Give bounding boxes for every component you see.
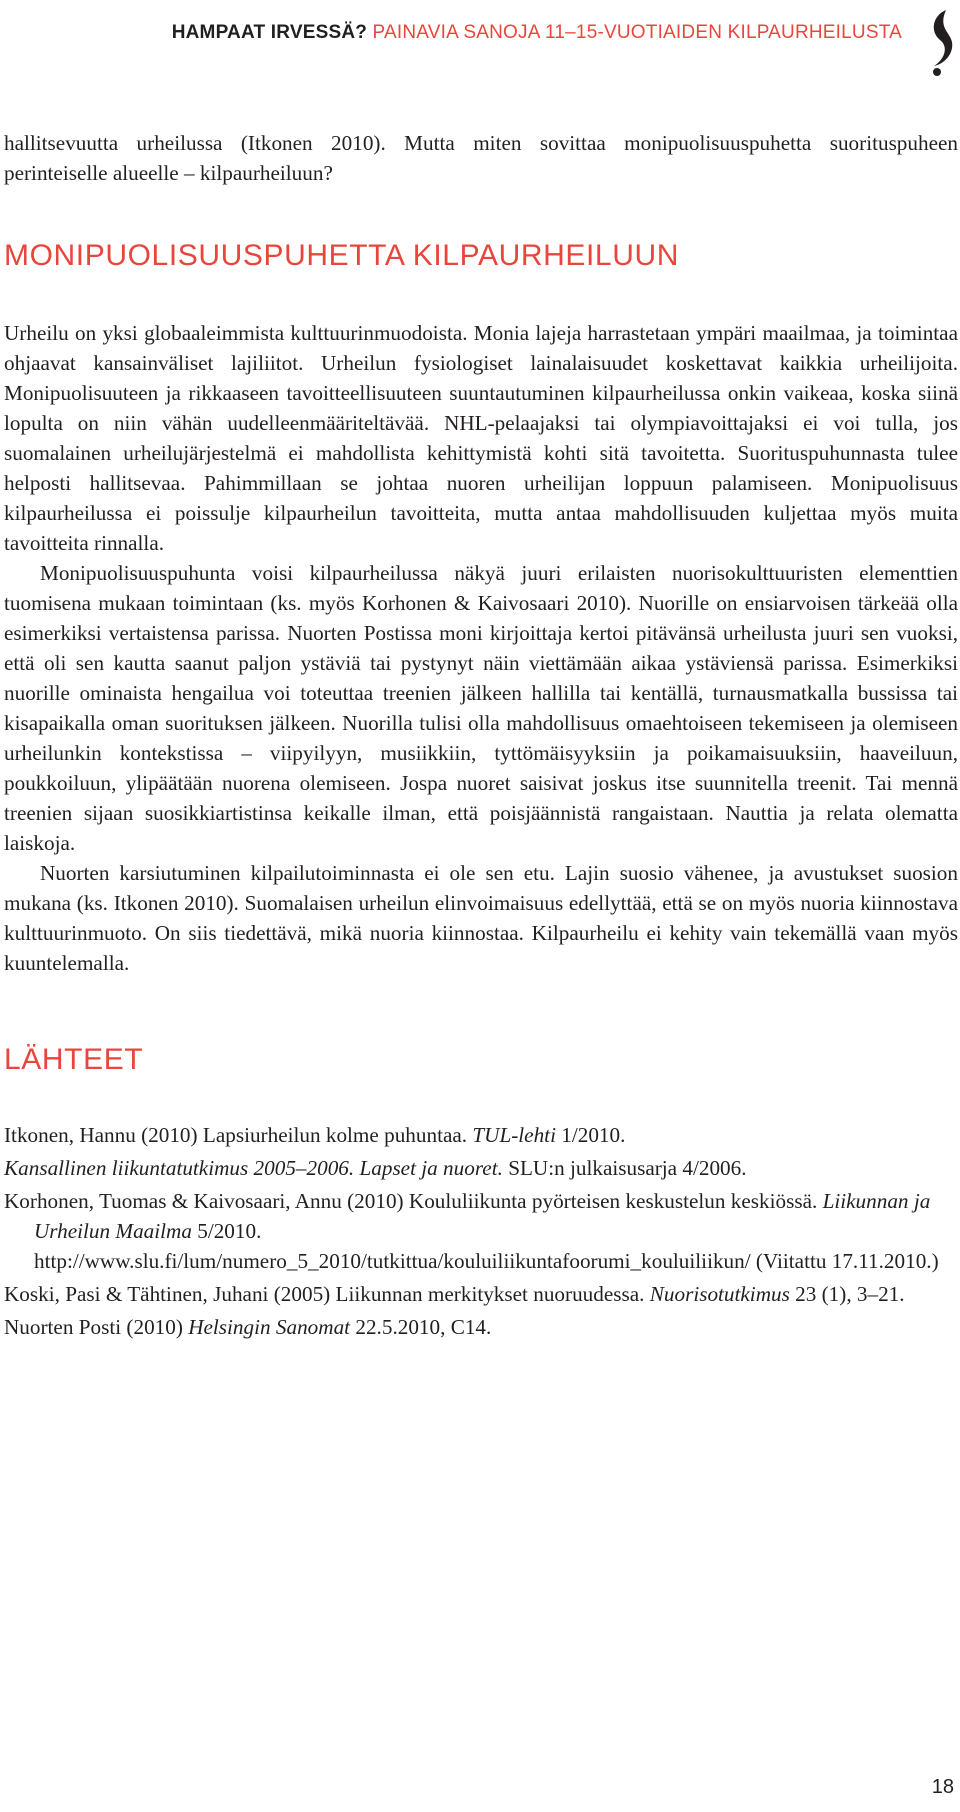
reference-item: Korhonen, Tuomas & Kaivosaari, Annu (2010) Koululiikunta pyörteisen keskustelun keskiössä. Liikunnan ja Urheilun Maailma 5/2010. http://www.slu.fi/lum/numero_5_2010/tutkittua/kouluiliikuntafoorumi_kouluiliikun/ (Viitattu 17.11.2010.) <box>4 1189 939 1273</box>
body-paragraph: Urheilu on yksi globaaleimmista kulttuurinmuodoista. Monia lajeja harrastetaan ympäri maailmaa, ja toimintaa ohjaavat kansainväliset lajiliitot. Urheilun fysiologiset lainalaisuudet koskettavat kaikkia urheilijoita. Monipuolisuuteen ja rikkaaseen tavoitteellisuuteen suuntautuminen kilpaurheilussa onkin vaikeaa, koska siinä lopulta on niin vähän uudelleenmääriteltävää. NHL-pelaajaksi tai olympiavoittajaksi ei voi tulla, jos suomalainen urheilujärjestelmä ei mahdollista kehittymistä kohti sitä tavoitetta. Suorituspuhunnasta tulee helposti hallitsevaa. Pahimmillaan se johtaa nuoren urheilijan loppuun palamiseen. Monipuolisuus kilpaurheilussa ei poissulje kilpaurheilun tavoitteita, mutta antaa mahdollisuuden kuljettaa myös muita tavoitteita rinnalla. <box>4 321 958 555</box>
body-paragraph: Nuorten karsiutuminen kilpailutoiminnasta ei ole sen etu. Lajin suosio vähenee, ja avustukset suosion mukana (ks. Itkonen 2010). Suomalaisen urheilun elinvoimaisuus edellyttää, että se on myös nuoria kiinnostava kulttuurinmuoto. On siis tiedettävä, mikä nuoria kiinnostaa. Kilpaurheilu ei kehity vain tekemällä vaan myös kuuntelemalla. <box>4 861 958 975</box>
reference-item: Kansallinen liikuntatutkimus 2005–2006. Lapset ja nuoret. SLU:n julkaisusarja 4/2006. <box>4 1156 747 1180</box>
body-paragraph: Monipuolisuuspuhunta voisi kilpaurheilussa näkyä juuri erilaisten nuorisokulttuuristen elementtien tuomisena mukaan toimintaan (ks. myös Korhonen & Kaivosaari 2010). Nuorille on ensiarvoisen tärkeää olla esimerkiksi vertaistensa parissa. Nuorten Postissa moni kirjoittaja kertoi pitävänsä urheilusta juuri sen vuoksi, että oli sen kautta saanut paljon ystäviä tai pystynyt näin viettämään aikaa ystäviensä parissa. Esimerkiksi nuorille ominaista hengailua voi toteuttaa treenien jälkeen hallilla tai kentällä, turnausmatkalla bussissa tai kisapaikalla oman suorituksen jälkeen. Nuorilla tulisi olla mahdollisuus omaehtoiseen tekemiseen ja olemiseen urheilunkin kontekstissa – viipyilyyn, musiikkiin, tyttömäisyyksiin ja poikamaisuuksiin, haaveiluun, poukkoiluun, ylipäätään nuorena olemiseen. Jospa nuoret saisivat joskus itse suunnitella treenit. Tai mennä treenien sijaan suosikkiartistinsa keikalle ilman, että poisjäännistä rangaistaan. Nauttia ja relata olematta laiskoja. <box>4 561 958 855</box>
reference-item: Itkonen, Hannu (2010) Lapsiurheilun kolme puhuntaa. TUL-lehti 1/2010. <box>4 1123 626 1147</box>
section-heading-lahteet: LÄHTEET <box>4 1043 144 1076</box>
running-header-text <box>172 22 902 44</box>
page-number: 18 <box>931 1776 954 1798</box>
page-body <box>4 128 958 1345</box>
section-heading-monipuolisuus: MONIPUOLISUUSPUHETTA KILPAURHEILUUN <box>4 239 680 272</box>
reference-list <box>4 1120 958 1342</box>
header-subtitle: PAINAVIA SANOJA 11–15-VUOTIAIDEN KILPAURHEILUSTA <box>372 22 902 43</box>
intro-paragraph: hallitsevuutta urheilussa (Itkonen 2010). Mutta miten sovittaa monipuolisuuspuhetta suorituspuheen perinteiselle alueelle – kilpaurheiluun? <box>4 131 958 185</box>
reference-item: Nuorten Posti (2010) Helsingin Sanomat 22.5.2010, C14. <box>4 1315 492 1339</box>
header-title: HAMPAAT IRVESSÄ? <box>171 22 368 43</box>
reference-item: Koski, Pasi & Tähtinen, Juhani (2005) Liikunnan merkitykset nuoruudessa. Nuorisotutkimus 23 (1), 3–21. <box>4 1282 905 1306</box>
running-header <box>0 0 960 80</box>
ornament-icon <box>924 6 958 78</box>
